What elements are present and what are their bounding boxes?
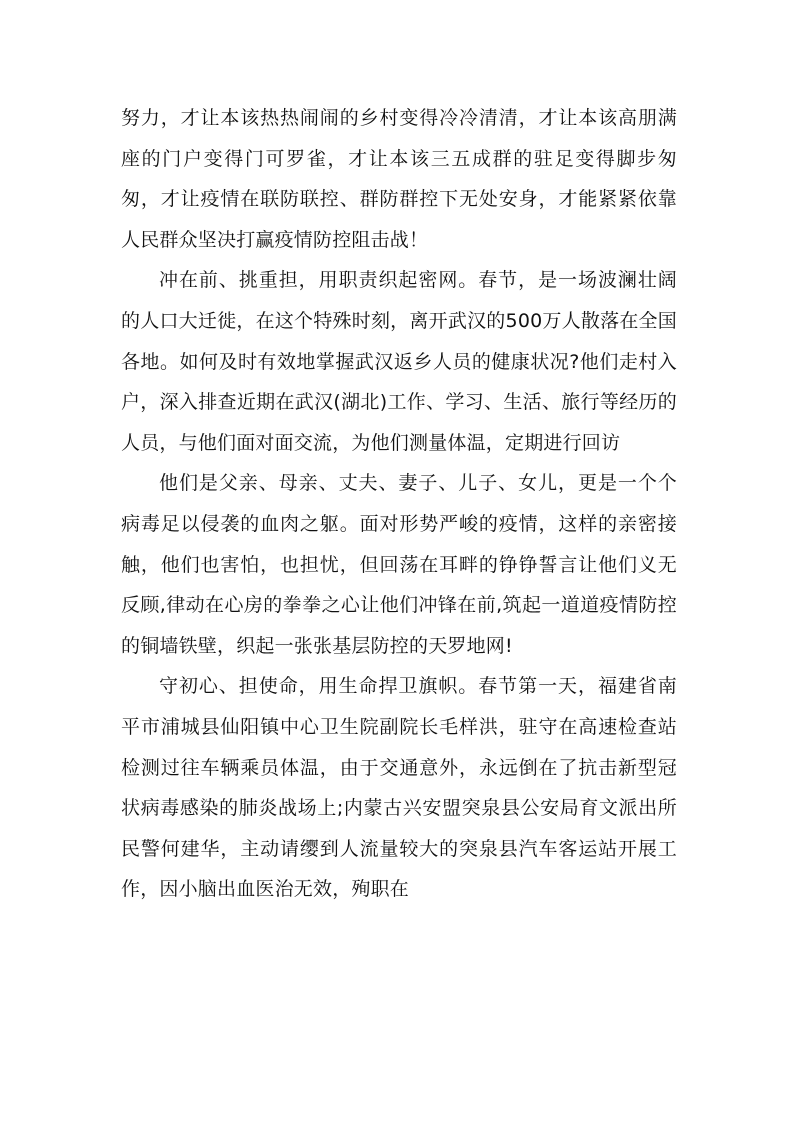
paragraph-3: 他们是父亲、母亲、丈夫、妻子、儿子、女儿，更是一个个病毒足以侵袭的血肉之躯。面对形势严峻的疫情，这样的亲密接触，他们也害怕，也担忧，但回荡在耳畔的铮铮誓言让他们义无反顾,律动在心房的拳拳之心让他们冲锋在前,筑起一道道疫情防控的铜墙铁壁，织起一张张基层防控的天罗地网! xyxy=(121,472,677,657)
paragraph-1: 努力，才让本该热热闹闹的乡村变得冷冷清清，才让本该高朋满座的门户变得门可罗雀，才让本该三五成群的驻足变得脚步匆匆，才让疫情在联防联控、群防群控下无处安身，才能紧紧依靠人民群众坚决打赢疫情防控阻击战！ xyxy=(121,107,677,251)
body-text xyxy=(121,98,677,910)
paragraph-2: 冲在前、挑重担，用职责织起密网。春节，是一场波澜壮阔的人口大迁徙，在这个特殊时刻，离开武汉的500万人散落在全国各地。如何及时有效地掌握武汉返乡人员的健康状况?他们走村入户，深入排查近期在武汉(湖北)工作、学习、生活、旅行等经历的人员，与他们面对面交流，为他们测量体温，定期进行回访 xyxy=(121,269,677,454)
paragraph-4: 守初心、担使命，用生命捍卫旗帜。春节第一天，福建省南平市浦城县仙阳镇中心卫生院副院长毛样洪，驻守在高速检查站检测过往车辆乘员体温，由于交通意外，永远倒在了抗击新型冠状病毒感染的肺炎战场上;内蒙古兴安盟突泉县公安局育文派出所民警何建华，主动请缨到人流量较大的突泉县汽车客运站开展工作，因小脑出血医治无效，殉职在 xyxy=(121,675,677,901)
